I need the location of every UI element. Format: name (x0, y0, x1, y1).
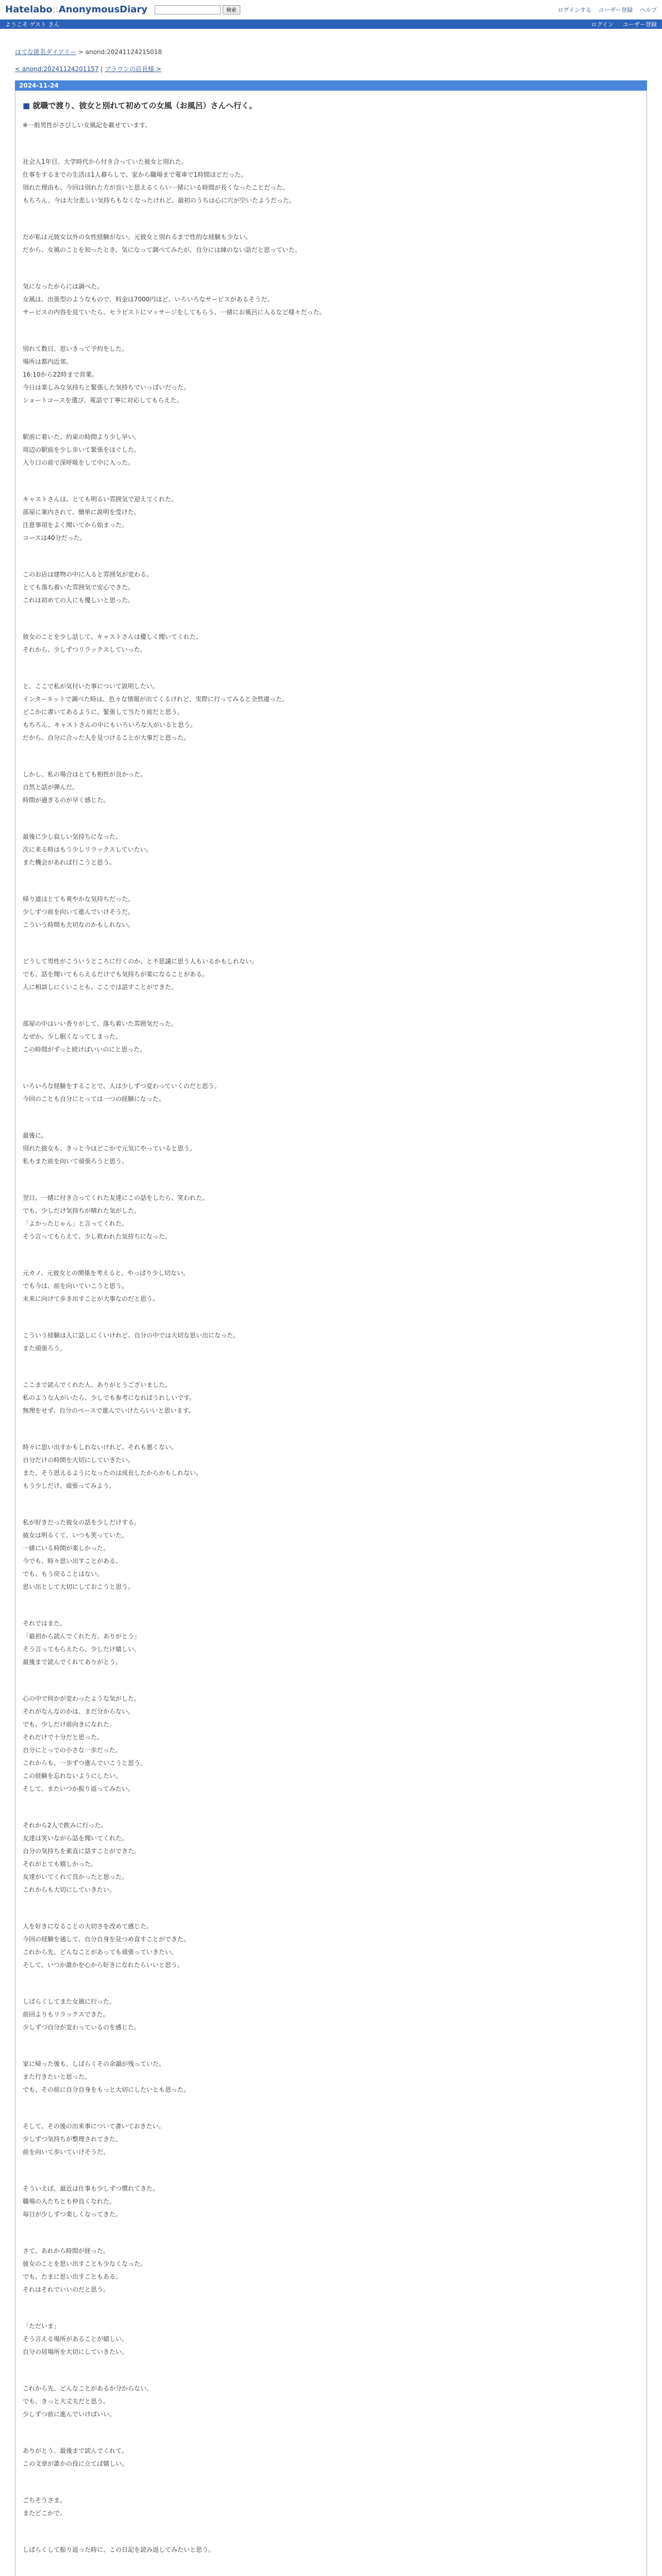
site-logo[interactable] (5, 4, 147, 15)
top-bar (0, 0, 662, 20)
entry-paragraph: と、ここで私が気付いた事について説明したい。 インターネットで調べた時は、色々な情報が出てくるけれど、実際に行ってみると全然違った。 どこかに書いてあるように、緊張して当たり前だと思う。 もちろん、キャストさんの中にもいろいろな人がいると思う。 だから、自分に合った人を見つけることが大事だと思った。 (23, 683, 288, 741)
entry-paragraph: 最後に少し寂しい気持ちになった。 次に来る時はもう少しリラックスしていたい。 また機会があれば行こうと思う。 (23, 833, 153, 866)
entry-paragraph: 帰り道はとても爽やかな気持ちだった。 少しずつ前を向いて進んでいけそうだ。 こういう時間も大切なのかもしれない。 (23, 895, 135, 928)
entry-paragraph: 元カノ、元彼女との関係を考えると、やっぱり少し切ない。 でも今は、前を向いていこうと思う。 未来に向けて歩き出すことが大事なのだと思う。 (23, 1269, 190, 1302)
entry-paragraph: 時々に思い出すかもしれないけれど、それも悪くない。 自分だけの時間を大切にしていきたい。 また、そう思えるようになったのは成長したからかもしれない。 もう少しだけ、頑張ってみよう。 (23, 1444, 203, 1489)
prev-entry-link[interactable]: < anond:20241124201157 (15, 65, 99, 73)
top-links (558, 6, 657, 14)
breadcrumb: はてな匿名ダイアリー > anond:20241124215018 (15, 48, 162, 56)
entry-pager (15, 59, 647, 80)
entry-paragraph: 最後に。 別れた彼女も、きっと今はどこかで元気にやっていると思う。 私もまた前を向いて頑張ろうと思う。 (23, 1132, 196, 1165)
entry-paragraph: だが私は元彼女以外の女性経験がない。元彼女と別れるまで性的な経験も少ない。 だから、女風のことを知ったとき、気になって調べてみたが、自分には縁のない話だと思っていた。 (23, 233, 301, 253)
entry-body (15, 91, 647, 2576)
logo-main: Hatelabo (5, 4, 53, 15)
entry-paragraph: 駅前に着いた。約束の時間より少し早い。 周辺の駅前を少し歩いて緊張をほぐした。 入り口の前で深呼吸をして中に入った。 (23, 433, 141, 466)
entry-paragraph: それから2人で飲みに行った。 友達は笑いながら話を聞いてくれた。 自分の気持ちを素直に話すことができた。 それがとても嬉しかった。 友達がいてくれて良かったと思った。 これからも大切にしていきたい。 (23, 1822, 141, 1893)
entry-paragraph: 翌日、一緒に付き合ってくれた友達にこの話をしたら、笑われた。 でも、少しだけ気持ちが晴れた気がした。 「よかったじゃん」と言ってくれた。 そう言ってもらえて、少し救われた気持ちになった。 (23, 1194, 209, 1240)
main-content (15, 29, 647, 2576)
logo-separator: :: (52, 4, 59, 15)
entry-paragraph: それではまた。 「最初から読んでくれた方、ありがとう」 そう言ってもらえたら、少しだけ嬉しい。 最後まで読んでくれてありがとう。 (23, 1620, 141, 1666)
breadcrumb-root[interactable]: はてな匿名ダイアリー (15, 48, 76, 56)
entry-paragraph: これから先、どんなことがあるか分からない。 でも、きっと大丈夫だと思う。 少しずつ前に進んでいけばいい。 (23, 2385, 153, 2418)
subbar-login-link[interactable]: ログイン (591, 21, 614, 28)
entry-paragraph: キャストさんは、とても明るい雰囲気で迎えてくれた。 部屋に案内されて、簡単に説明を受けた。 注意事項をよく聞いてから始まった。 コースは40分だった。 (23, 496, 178, 541)
entry-paragraph: さて、あれから時間が経った。 彼女のことを思い出すことも少なくなった。 でも、たまに思い出すこともある。 それはそれでいいのだと思う。 (23, 2247, 147, 2293)
welcome-links (591, 20, 657, 28)
entry-paragraph: ここまで読んでくれた人、ありがとうございました。 私のような人がいたら、少しでも参考になればうれしいです。 無理をせず、自分のペースで進んでいけたらいいと思います。 (23, 1381, 196, 1414)
entry-paragraph: 別れて数日、思いきって予約をした。 場所は都内近郊。 16:10から22時まで営業。 今日は楽しみな気持ちと緊張した気持ちでいっぱいだった。 ショートコースを選び、電話で丁寧に対応してもらえた。 (23, 345, 190, 404)
entry-paragraph: しばらくして振り返った時に、この日記を読み返してみたいと思う。 (23, 2546, 215, 2553)
entry-title-text: 就職で渡り、彼女と別れて初めての女風（お風呂）さんへ行く。 (32, 101, 257, 110)
entry-paragraph: 社会人1年目、大学時代から付き合っていた彼女と別れた。 仕事をするまでの生活は1人暮らしで、家から職場まで電車で1時間ほどだった。 別れた理由も、今回は別れた方が良いと思えるくらい一緒にいる時間が長くなったことだった。 もちろん、今は大分悲しい気持ちもなくなったけれど、最初のうちは心に穴が空いたようだった。 (23, 158, 295, 204)
entry-paragraph: このお店は建物の中に入ると雰囲気が変わる。 とても落ち着いた雰囲気で安心できた。 これは初めての人にも優しいと思った。 (23, 571, 153, 604)
welcome-bar (0, 20, 662, 29)
entry-paragraph: 心の中で何かが変わったような気がした。 それがなんなのかは、まだ分からない。 でも、少しだけ前向きになれた。 それだけで十分だと思った。 自分にとっての小さな一歩だった。 これからも、一歩ずつ進んでいこうと思う。 この経験を忘れないようにしたい。 そして、またいつか振り返ってみたい。 (23, 1695, 147, 1792)
subbar-register-link[interactable]: ユーザー登録 (623, 21, 657, 28)
search-form (155, 5, 240, 14)
welcome-text: ようこそ ゲスト さん (5, 21, 60, 28)
entry-paragraph: ありがとう。最後まで読んでくれて。 この文章が誰かの役に立てば嬉しい。 (23, 2447, 128, 2467)
entry-paragraph: ※一般男性がさびしい女風記を載せています。 (23, 122, 152, 129)
entry-paragraph: 人を好きになることの大切さを改めて感じた。 今回の経験を通して、自分自身を見つめ直すことができた。 これから先、どんなことがあっても頑張っていきたい。 そして、いつか誰かを心から好きになれたらいいと思う。 (23, 1923, 190, 1969)
entry-paragraph: そして、その後の出来事について書いておきたい。 少しずつ気持ちが整理されてきた。 前を向いて歩いていけそうだ。 (23, 2123, 165, 2156)
entry-date: 2024-11-24 (15, 80, 647, 91)
register-link[interactable]: ユーザー登録 (599, 6, 633, 13)
help-link[interactable]: ヘルプ (640, 6, 657, 13)
entry-paragraph: しばらくしてまた女風に行った。 前回よりもリラックスできた。 少しずつ自分が変わっているのを感じた。 (23, 1998, 140, 2031)
entry-title[interactable] (23, 100, 639, 111)
entry-paragraph: 「ただいま」 そう言える場所があることが嬉しい。 自分の居場所を大切にしていきたい。 (23, 2323, 128, 2355)
entry-paragraph: どうして男性がこういうところに行くのか、と不思議に思う人もいるかもしれない。 でも、話を聞いてもらえるだけでも気持ちが楽になることがある。 人に相談しにくいことも、ここでは話すことができた。 (23, 958, 258, 991)
entry-paragraph: しかし、私の場合はとても相性が良かった。 自然と話が弾んだ。 時間が過ぎるのが早く感じた。 (23, 771, 147, 804)
entry-paragraph: ごちそうさま。 またどこかで。 (23, 2497, 67, 2517)
entry-title-mark: ■ (23, 101, 30, 110)
entry-paragraph: 私が好きだった彼女の話を少しだけする。 彼女は明るくて、いつも笑っていた。 一緒にいる時間が楽しかった。 今でも、時々思い出すことがある。 でも、もう戻ることはない。 思い出として大切にしておこうと思う。 (23, 1519, 141, 1590)
entry-paragraph: いろいろな経験をすることで、人は少しずつ変わっていくのだと思う。 今回のことも自分にとっては一つの経験になった。 (23, 1082, 221, 1103)
entry-paragraphs (23, 119, 639, 2576)
pager-separator: | (98, 65, 105, 73)
entry-paragraph: 彼女のことを少し話して、キャストさんは優しく聞いてくれた。 それから、少しずつリラックスしていった。 (23, 633, 202, 653)
entry-paragraph: 家に帰った後も、しばらくその余韻が残っていた。 また行きたいと思った。 でも、その前に自分自身をもっと大切にしたいとも思った。 (23, 2060, 190, 2093)
entry-paragraph: 部屋の中はいい香りがして、落ち着いた雰囲気だった。 なぜか、少し眠くなってしまった。 この時間がずっと続けばいいのにと思った。 (23, 1020, 177, 1053)
breadcrumb-current: anond:20241124215018 (85, 48, 162, 56)
search-button[interactable]: 検索 (223, 5, 240, 14)
search-input[interactable] (155, 5, 221, 14)
next-entry-link[interactable]: ブラウンの店長様 > (105, 65, 161, 73)
login-link[interactable]: ログインする (557, 6, 591, 13)
top-bar-left (5, 4, 240, 15)
entry-paragraph: そういえば、最近は仕事も少しずつ慣れてきた。 職場の人たちとも仲良くなれた。 毎日が少しずつ楽しくなってきた。 (23, 2185, 159, 2218)
entry-paragraph: 気になったからには調べた。 女風は、出張型のようなもので、料金は7000円ほど、いろいろなサービスがあるそうだ。 サービスの内容を見ていたら、セラピストにマッサージをしてもらう、一緒にお風呂に入るなど様々だった。 (23, 283, 326, 316)
entry-paragraph: こういう経験は人に話しにくいけれど、自分の中では大切な思い出になった。 また頑張ろう。 (23, 1332, 240, 1352)
logo-sub: AnonymousDiary (58, 4, 147, 15)
